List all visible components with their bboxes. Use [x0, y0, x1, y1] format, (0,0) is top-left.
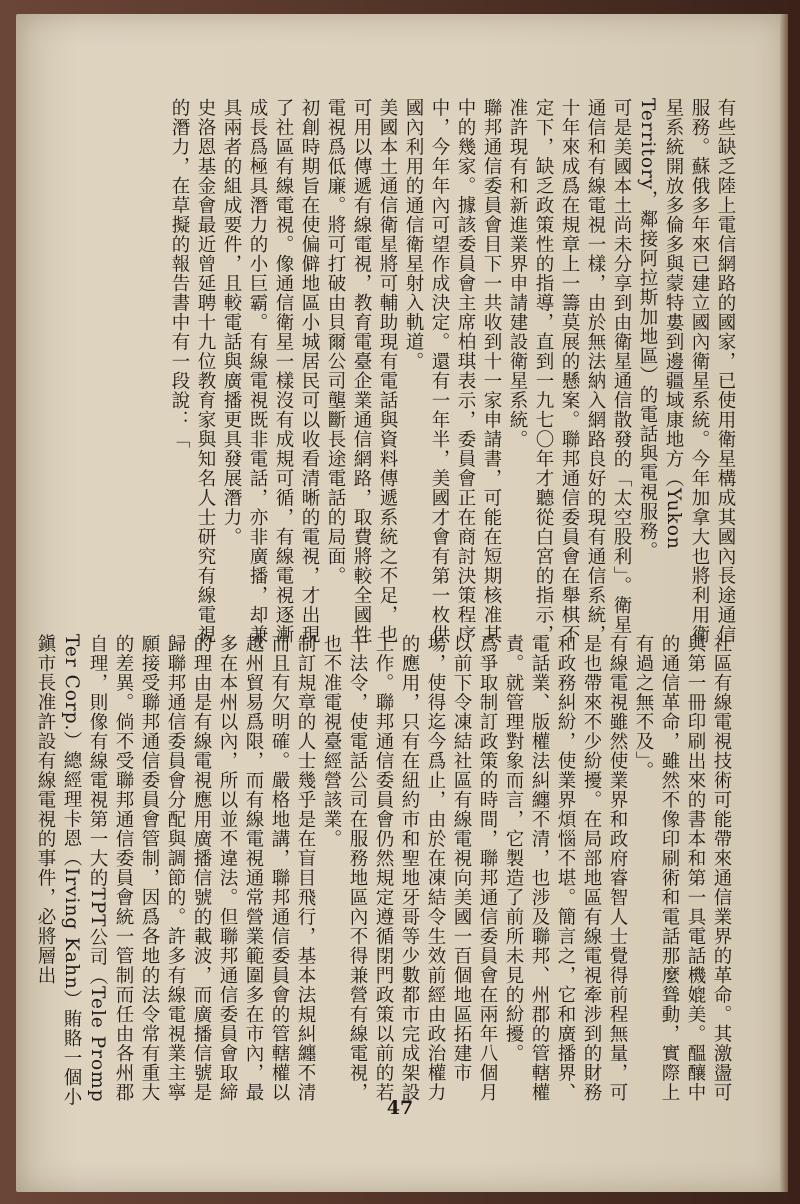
lower-text-block [35, 634, 734, 1114]
paragraph: 爲爭取制訂政策的時間，聯邦通信委員會在兩年八個月以前下令凍結社區有線電視向美國一百個地區拓建市場，使得迄今爲止，由於在凍結令生效前經由政治權力的應用，只有在紐約市和聖地牙哥等少數都市完成架設工作。聯邦通信委員會仍然規定遵循閉門政策以前的若干法令，使電話公司在服務地區內不得兼營有線電視，也不准電視臺經營該業。 [321, 634, 498, 1102]
paragraph: 聯邦通信委員會目下一共收到十一家申請書，可能在短期核准其中的幾家。據該委員會主席柏琪表示，委員會正在商討決策程序中，今年年內可望作成決定。還有一年半，美國才會有第一枚供國內利用的通信衛星射入軌道。 [403, 98, 502, 644]
paragraph: 初創時期旨在使偏僻地區小城居民可以收看清晰的電視，才出現了社區有線電視。像通信衛星一樣沒有成規可循，有線電視逐漸成長爲極具潛力的小巨霸。有線電視既非電話，亦非廣播，却兼具兩者的組成要件，且較電話與廣播更具發展潛力。 [221, 98, 320, 644]
paragraph: 可是美國本土尚未分享到由衛星通信散發的「太空股利」。衛星通信和有線電視一樣，由於無法納入網路良好的現有通信系統，十年來成爲在規章上一籌莫展的懸案。聯邦通信委員會在舉棋不定下，缺乏政策性的指導，直到一九七〇年才聽從白宮的指示，准許現有和新進業界申請建設衛星系統。 [507, 98, 632, 644]
paragraph: 史洛恩基金會最近曾延聘十九位教育家與知名人士研究有線電視的潛力，在草擬的報告書中有一段說：「 [169, 98, 216, 644]
book-page [16, 14, 786, 1192]
upper-text-block [98, 98, 738, 646]
paragraph: 制訂規章的人士幾乎是在盲目飛行，基本法規糾纏不清而且有欠明確。嚴格地講，聯邦通信委員會的管轄權以越州貿易爲限，而有線電視通常營業範圍多在市內，最多在本州以內，所以並不違法。但聯邦通信委員會取締的理由是有線電視應用廣播信號的載波，而廣播信號是歸聯邦通信委員會分配與調節的。許多有線電視業主寧願接受聯邦通信委員會管制，因爲各地的法令常有重大的差異。倘不受聯邦通信委員會統一管制而任由各州郡自理，則像有線電視第一大的TPT公司（Tele Promp Ter Corp.）總經理卡恩（Irving Kahn）賄賂一個小鎭市長准許設有線電視的事件，必將層出 [35, 634, 316, 1107]
paragraph: 社區有線電視技術可能帶來通信業界的革命。其激盪可與第一冊印刷出來的書本和第一具電話機媲美。醞釀中的通信革命，雖然不像印刷術和電話那麼聳動，實際上有過之無不及」。 [633, 634, 732, 1102]
page-number: 47 [386, 1097, 414, 1119]
paragraph: 美國本土通信衛星將可輔助現有電話與資料傳遞系統之不足，也可用以傳遞有線電視，教育電臺企業通信網路，取費將較全國性電視爲低廉。將可打破由貝爾公司壟斷長途電話的局面。 [325, 98, 398, 644]
paragraph: 有線電視雖然使業界和政府睿智人士覺得前程無量，可是也帶來不少紛擾。在局部地區有線電視牽涉到的財務和政務糾紛，使業界煩惱不堪。簡言之，它和廣播界、電話業、版權法糾纏不清，也涉及聯邦、州郡的管轄權責。就管理對象而言，它製造了前所未見的紛擾。 [503, 634, 628, 1102]
paragraph: 有些缺乏陸上電信網路的國家，已使用衛星構成其國內長途通信服務。蘇俄多年來已建立國內衛星系統。今年加拿大也將利用衛星系統開放多倫多與蒙特婁到邊疆域康地方（Yukon Territory，鄰接阿拉斯加地區）的電話與電視服務。 [637, 98, 736, 644]
page-edge [780, 14, 788, 1192]
